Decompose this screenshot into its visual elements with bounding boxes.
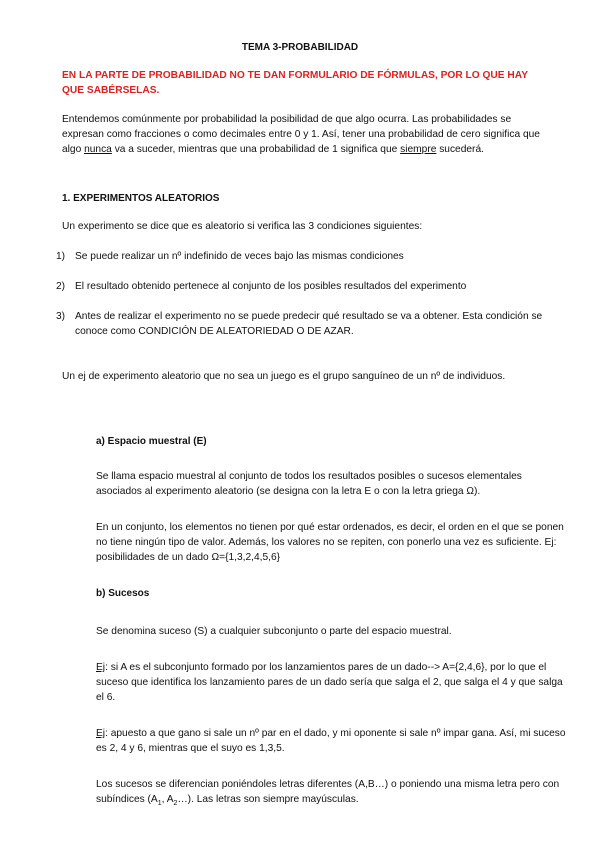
list-item (56, 309, 546, 339)
conjunto-explanation: En un conjunto, los elementos no tienen por qué estar ordenados, es decir, el orden en el que se ponen no tiene ningún tipo de valor. Además, los valores no se repiten, con ponerlo una vez es suficiente. Ej: posibilidades de un dado Ω={1,3,2,4,5,6} (96, 522, 564, 563)
page-title: TEMA 3-PROBABILIDAD (241, 42, 359, 53)
ej-label: Ej (96, 728, 106, 739)
list-item-text: Antes de realizar el experimento no se puede predecir qué resultado se va a obtener. Esta condición se conoce como CONDICIÓN DE ALEATORIEDAD O DE AZAR. (75, 311, 543, 337)
underlined-nunca: nunca (84, 144, 112, 155)
espacio-muestral-definition: Se llama espacio muestral al conjunto de todos los resultados posibles o sucesos elementales asociados al experimento aleatorio (se designa con la letra E o con la letra griega Ω). (96, 471, 522, 497)
sucesos-notation: Los sucesos se diferencian poniéndoles letras diferentes (A,B…) o poniendo una misma letra pero con subíndices ($A_1$, $A_2\dots$). Las letras son siempre mayúsculas. (96, 779, 560, 808)
experiment-example: Un ej de experimento aleatorio que no sea un juego es el grupo sanguíneo de un nº de individuos. (62, 371, 506, 382)
list-item-text: Se puede realizar un nº indefinido de veces bajo las mismas condiciones (75, 251, 404, 262)
list-item-number: 1) (56, 251, 66, 262)
list-item (56, 249, 546, 264)
list-item-number: 2) (56, 281, 66, 292)
section-heading-experimentos: 1. EXPERIMENTOS ALEATORIOS (62, 193, 220, 204)
suceso-definition: Se denomina suceso (S) a cualquier subconjunto o parte del espacio muestral. (96, 626, 452, 637)
suceso-example-1: Ej: si A es el subconjunto formado por los lanzamientos pares de un dado--> A={2,4,6}, por lo que el suceso que identifica los lanzamiento pares de un dado sería que salga el 2, que salga el 4 y que salga el 6. (96, 662, 563, 703)
list-item-number: 3) (56, 311, 66, 322)
subheading-sucesos: b) Sucesos (96, 588, 150, 599)
intro-paragraph: Entendemos comúnmente por probabilidad la posibilidad de que algo ocurra. Las probabilidades se expresan como fracciones o como decimales entre 0 y 1. Así, tener una probabilidad de cero significa que algo nunca va a suceder, mientras que una probabilidad de 1 significa que siempre sucederá. (62, 114, 540, 155)
ej-label: Ej (96, 662, 106, 673)
underlined-siempre: siempre (400, 144, 437, 155)
suceso-example-2: Ej: apuesto a que gano si sale un nº par en el dado, y mi oponente si sale nº impar gana. Así, mi suceso es 2, 4 y 6, mientras que el suyo es 1,3,5. (96, 728, 566, 754)
list-item (56, 279, 546, 294)
formula-warning: EN LA PARTE DE PROBABILIDAD NO TE DAN FORMULARIO DE FÓRMULAS, POR LO QUE HAY QUE SABÉRSELAS. (62, 70, 528, 96)
subheading-espacio-muestral: a) Espacio muestral (E) (96, 436, 207, 447)
list-item-text: El resultado obtenido pertenece al conjunto de los posibles resultados del experimento (75, 281, 467, 292)
section-lead: Un experimento se dice que es aleatorio si verifica las 3 condiciones siguientes: (62, 221, 423, 232)
